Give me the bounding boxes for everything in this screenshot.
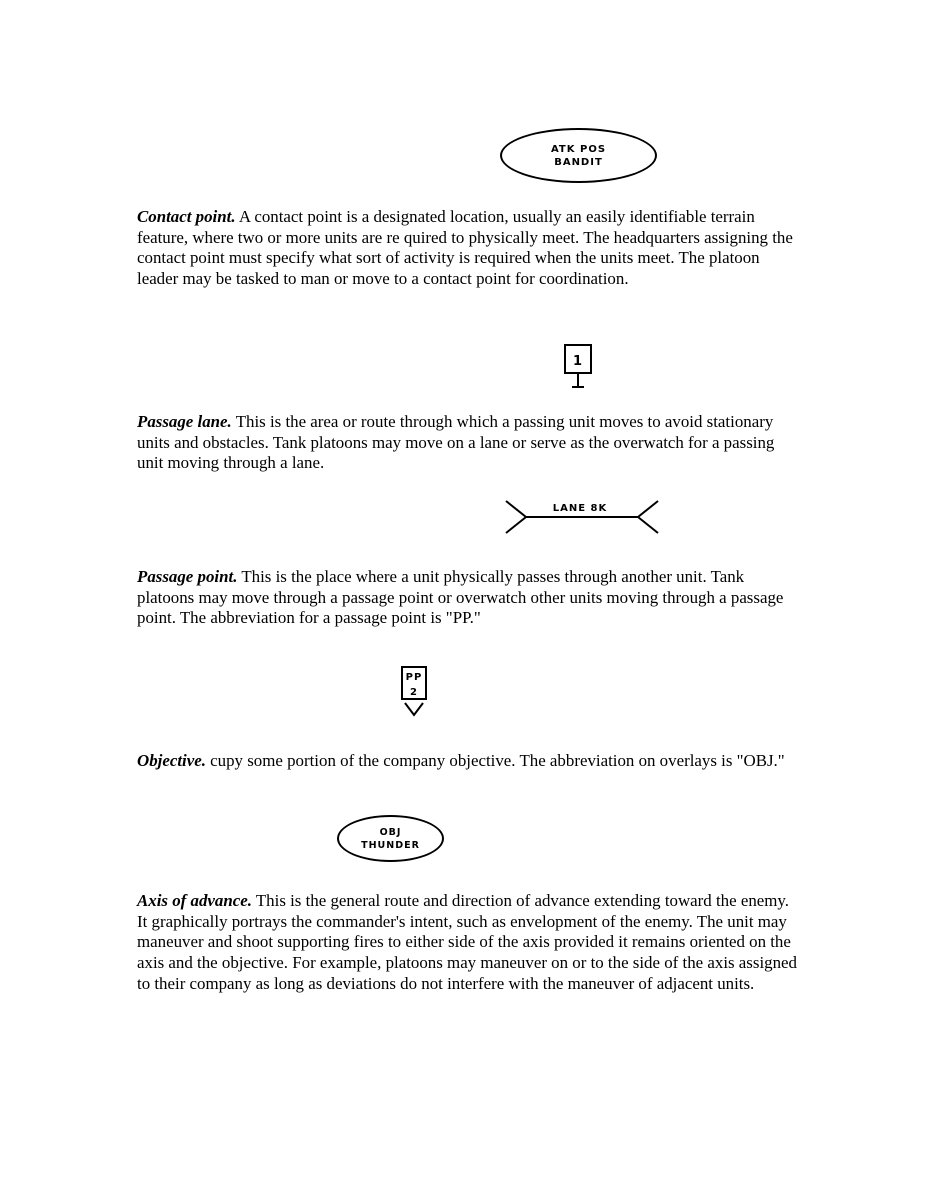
objective-paragraph xyxy=(137,751,797,772)
atk-pos-assembly-area-symbol xyxy=(500,128,657,183)
objective-text: cupy some portion of the company objective. The abbreviation on overlays is "OBJ." xyxy=(210,751,785,770)
pp-abbr-label: PP xyxy=(405,672,423,683)
lane-left-funnel xyxy=(506,501,526,533)
passage-lane-paragraph xyxy=(137,412,797,474)
passage-lane-term: Passage lane. xyxy=(137,412,232,431)
atk-pos-name-label: BANDIT xyxy=(554,156,603,168)
contact-point-paragraph xyxy=(137,207,797,290)
lane-right-funnel xyxy=(638,501,658,533)
axis-of-advance-term: Axis of advance. xyxy=(137,891,252,910)
lane-name-label: LANE 8K xyxy=(552,503,608,514)
passage-point-term: Passage point. xyxy=(137,567,238,586)
objective-symbol xyxy=(337,815,444,862)
passage-point-paragraph xyxy=(137,567,797,629)
objective-term: Objective. xyxy=(137,751,206,770)
contact-point-flag-symbol xyxy=(560,343,596,393)
contact-point-term: Contact point. xyxy=(137,207,236,226)
passage-lane-symbol xyxy=(502,497,662,535)
axis-of-advance-text: This is the general route and direction of advance extending toward the enemy. It graphically portrays the commander's intent, such as envelopment of the enemy. The unit may maneuver and shoot supporting fires to either side of the axis provided it remains oriented on the axis and the objective. For example, platoons may maneuver on or to the side of the axis assigned to their company as long as deviations do not interfere with the maneuver of adjacent units. xyxy=(137,891,797,993)
flag-number-label: 1 xyxy=(572,354,584,369)
passage-point-symbol xyxy=(397,665,431,717)
passage-point-text: This is the place where a unit physically passes through another unit. Tank platoons may move through a passage point or overwatch other units moving through a passage point. The abbreviation for a passage point is "PP." xyxy=(137,567,784,628)
passage-lane-text: This is the area or route through which a passing unit moves to avoid stationary units and obstacles. Tank platoons may move on a lane or serve as the overwatch for a passing unit moving through a lane. xyxy=(137,412,775,473)
obj-abbr-label: OBJ xyxy=(379,826,402,838)
contact-point-text: A contact point is a designated location, usually an easily identifiable terrain feature, where two or more units are re quired to physically meet. The headquarters assigning the contact point must specify what sort of activity is required when the units meet. The platoon leader may be tasked to man or move to a contact point for coordination. xyxy=(137,207,793,289)
pp-pointer xyxy=(405,703,423,715)
obj-name-label: THUNDER xyxy=(361,839,420,851)
atk-pos-label: ATK POS xyxy=(550,143,607,155)
pp-number-label: 2 xyxy=(410,687,418,698)
axis-of-advance-paragraph xyxy=(137,891,797,995)
